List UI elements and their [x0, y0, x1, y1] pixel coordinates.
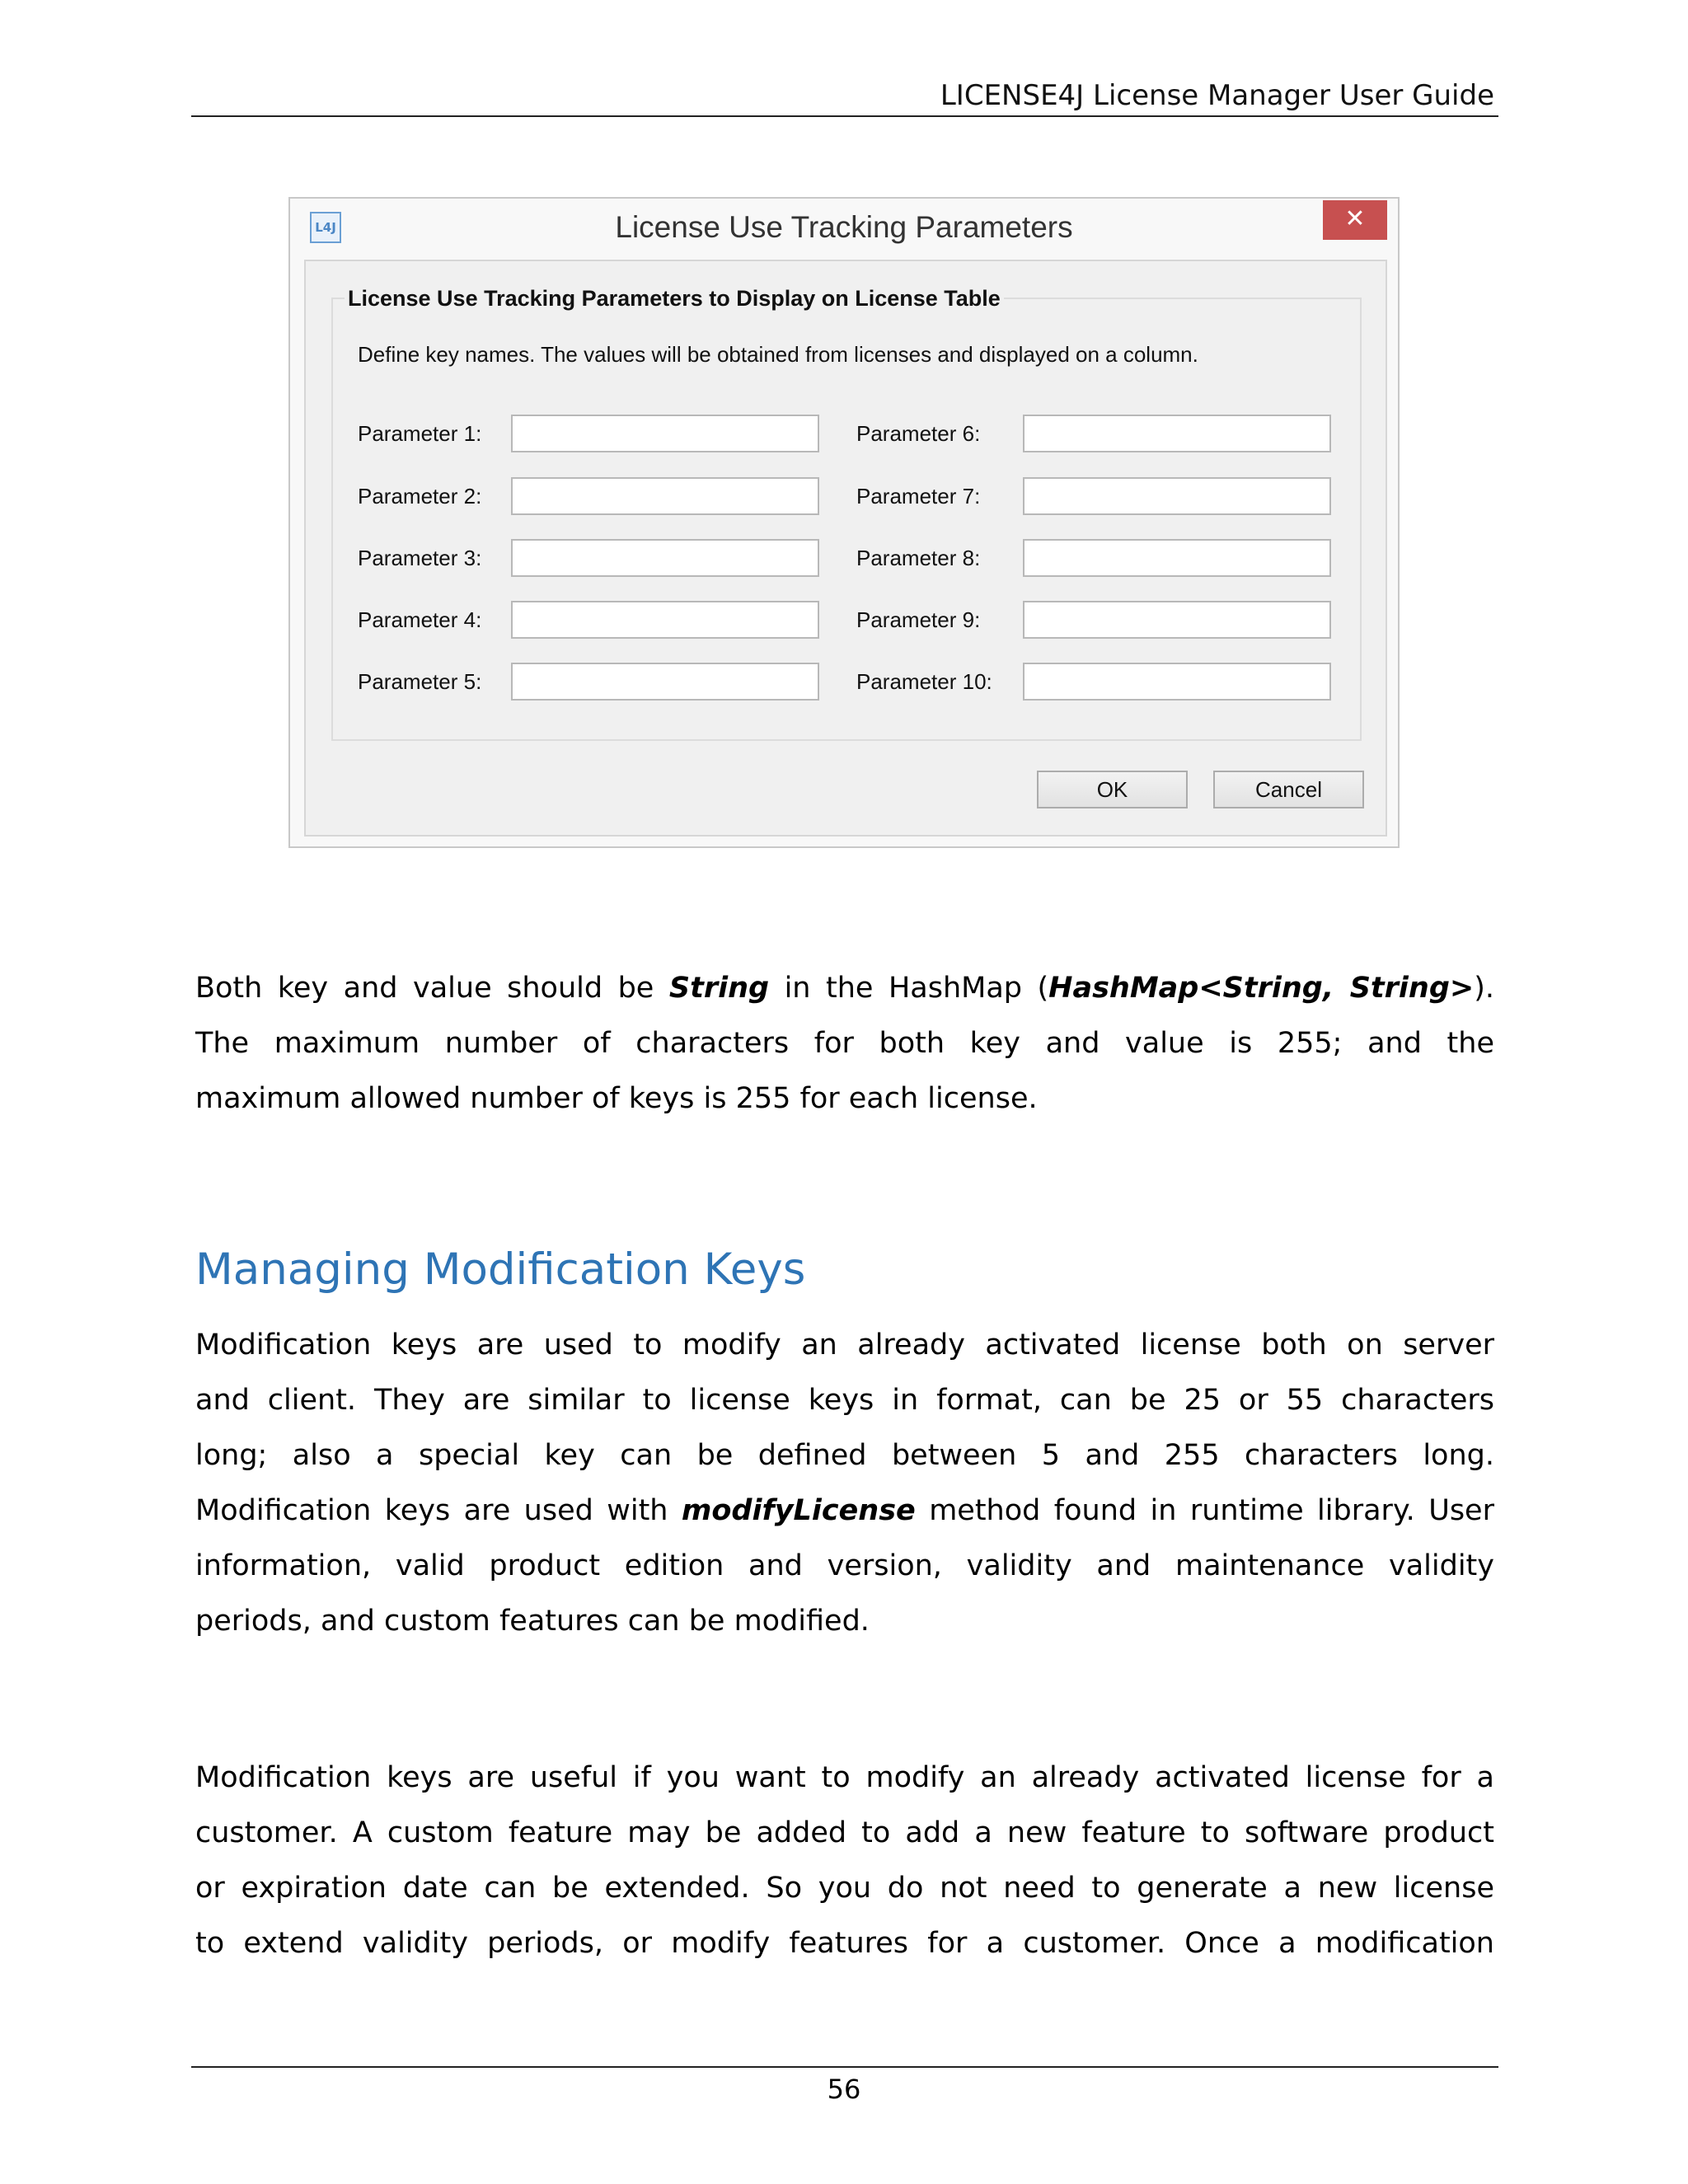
text-run: or expiration date can be extended. So you do not need to generate a new license [195, 1872, 1494, 1905]
text-run: and client. They are similar to license keys in format, can be 25 or 55 characters [195, 1384, 1494, 1417]
parameter-7-input[interactable] [1023, 477, 1331, 515]
parameter-5-input[interactable] [511, 663, 819, 701]
text-line [195, 961, 1494, 1016]
dialog-title: License Use Tracking Parameters [615, 210, 1073, 244]
parameter-9-input[interactable] [1023, 601, 1331, 639]
parameter-10-input[interactable] [1023, 663, 1331, 701]
cancel-button[interactable]: Cancel [1213, 771, 1364, 808]
text-run: to extend validity periods, or modify features for a customer. Once a modification [195, 1927, 1494, 1960]
parameter-label: Parameter 9: [856, 607, 981, 632]
text-line [195, 1539, 1494, 1594]
code-term: String [668, 972, 770, 1005]
text-run: The maximum number of characters for both key and value is 255; and the [195, 1027, 1494, 1060]
parameters-groupbox [331, 286, 1362, 741]
paragraph-modification-usefulness [195, 1750, 1494, 1971]
text-run: in the HashMap ( [769, 972, 1049, 1005]
text-line [195, 1428, 1494, 1483]
text-line [195, 1594, 1494, 1649]
paragraph-hashmap [195, 961, 1494, 1127]
parameter-2-input[interactable] [511, 477, 819, 515]
text-line [195, 1318, 1494, 1373]
description: Define key names. The values will be obtained from licenses and displayed on a column. [358, 342, 1198, 367]
text-run: customer. A custom feature may be added to add a new feature to software product [195, 1816, 1494, 1849]
parameter-label: Parameter 6: [856, 421, 981, 446]
text-line [195, 1861, 1494, 1916]
header-rule [191, 115, 1498, 117]
close-button[interactable]: ✕ [1323, 200, 1387, 240]
parameter-label: Parameter 3: [358, 546, 482, 570]
text-run: Modification keys are used with [195, 1494, 682, 1527]
text-line [195, 1806, 1494, 1861]
text-run: method found in runtime library. User [915, 1494, 1494, 1527]
app-logo-icon: L4J [310, 212, 341, 243]
parameter-4-input[interactable] [511, 601, 819, 639]
parameter-1-input[interactable] [511, 415, 819, 452]
parameter-label: Parameter 7: [856, 484, 981, 509]
parameter-3-input[interactable] [511, 539, 819, 577]
code-term: modifyLicense [681, 1494, 916, 1527]
parameter-8-input[interactable] [1023, 539, 1331, 577]
section-heading: Managing Modification Keys [195, 1244, 806, 1295]
parameter-label: Parameter 5: [358, 669, 482, 694]
text-run: information, valid product edition and version, validity and maintenance validity [195, 1549, 1494, 1582]
code-term: HashMap<String, String> [1048, 972, 1475, 1005]
ok-button[interactable]: OK [1037, 771, 1188, 808]
parameter-label: Parameter 1: [358, 421, 482, 446]
paragraph-modification-keys [195, 1318, 1494, 1649]
page-number: 56 [827, 2074, 861, 2105]
text-line [195, 1916, 1494, 1971]
running-header: LICENSE4J License Manager User Guide [940, 79, 1494, 112]
group-title: License Use Tracking Parameters to Display on License Table [345, 286, 1004, 312]
parameter-label: Parameter 4: [358, 607, 482, 632]
text-run: long; also a special key can be defined between 5 and 255 characters long. [195, 1439, 1494, 1472]
footer-rule [191, 2066, 1498, 2068]
text-run: ). [1474, 972, 1494, 1005]
text-run: Modification keys are useful if you want to modify an already activated license for a [195, 1761, 1494, 1794]
dialog-content [304, 260, 1387, 837]
text-run: periods, and custom features can be modified. [195, 1605, 870, 1638]
parameter-6-input[interactable] [1023, 415, 1331, 452]
parameter-label: Parameter 8: [856, 546, 981, 570]
license-use-tracking-dialog [288, 197, 1400, 848]
text-line [195, 1483, 1494, 1539]
text-line [195, 1016, 1494, 1071]
text-line [195, 1071, 1494, 1127]
text-run: maximum allowed number of keys is 255 for each license. [195, 1082, 1038, 1115]
text-run: Modification keys are used to modify an already activated license both on server [195, 1329, 1494, 1361]
parameter-label: Parameter 2: [358, 484, 482, 509]
text-line [195, 1373, 1494, 1428]
text-line [195, 1750, 1494, 1806]
text-run: Both key and value should be [195, 972, 669, 1005]
parameter-label: Parameter 10: [856, 669, 992, 694]
